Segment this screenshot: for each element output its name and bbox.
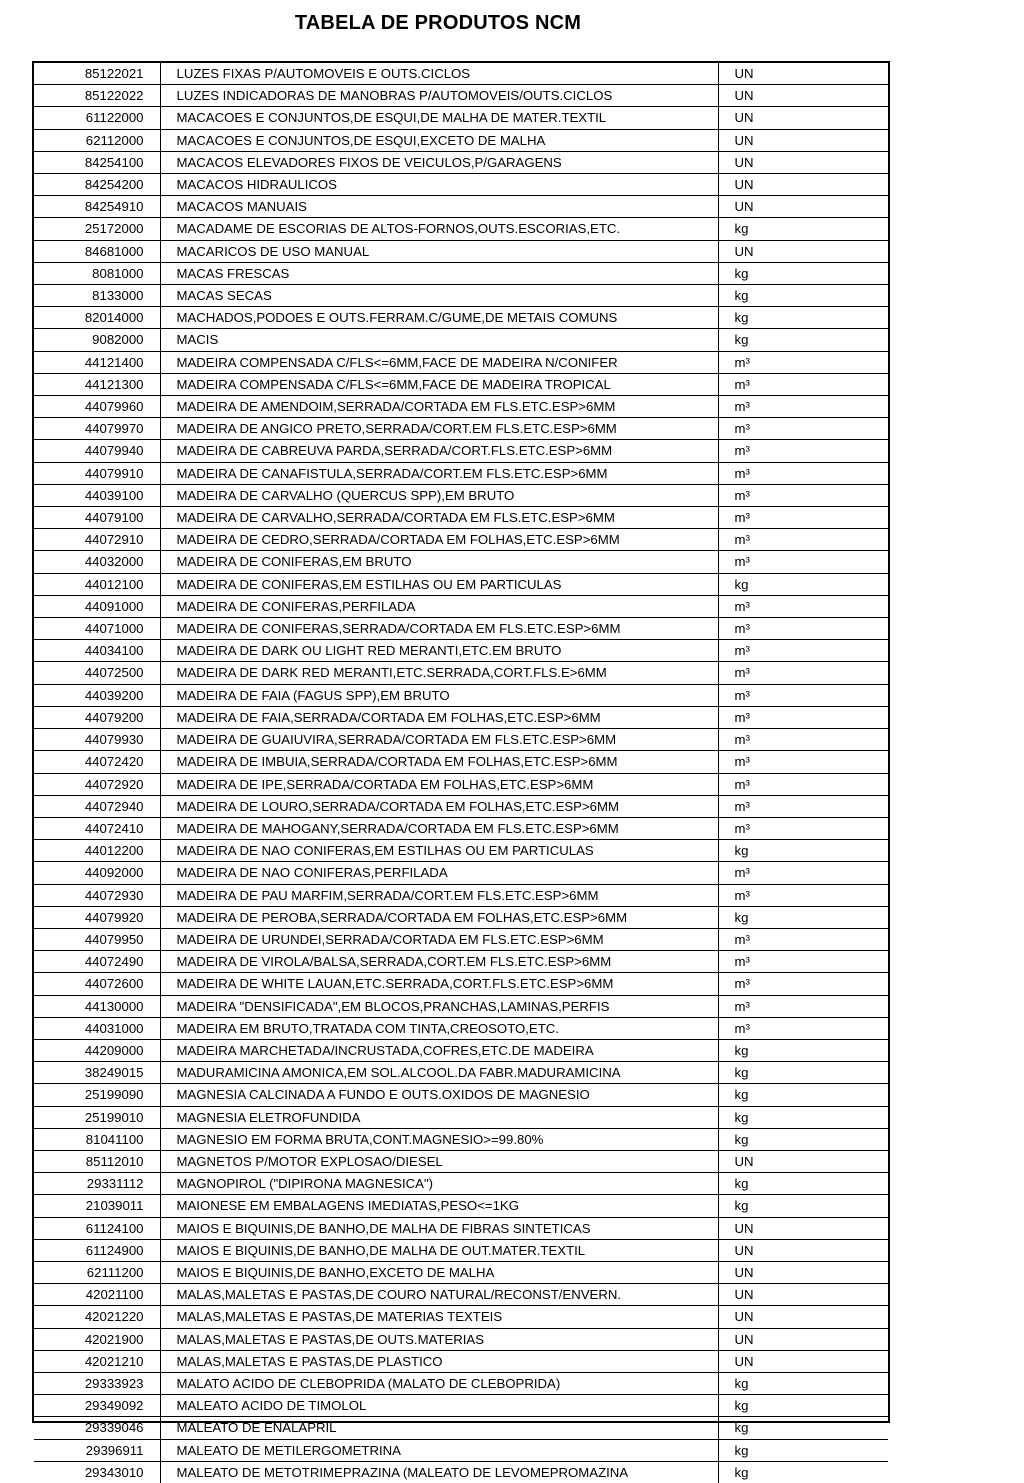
- ncm-code-cell: 25172000: [34, 218, 160, 240]
- ncm-code-cell: 29333923: [34, 1372, 160, 1394]
- unit-cell: kg: [718, 1195, 888, 1217]
- table-row: [34, 107, 888, 129]
- description-cell: MAIONESE EM EMBALAGENS IMEDIATAS,PESO<=1KG: [160, 1195, 718, 1217]
- description-cell: MADEIRA MARCHETADA/INCRUSTADA,COFRES,ETC.DE MADEIRA: [160, 1039, 718, 1061]
- unit-cell: UN: [718, 1350, 888, 1372]
- table-row: [34, 285, 888, 307]
- unit-cell: UN: [718, 63, 888, 85]
- table-row: [34, 729, 888, 751]
- table-row: [34, 1350, 888, 1372]
- unit-cell: UN: [718, 1150, 888, 1172]
- ncm-code-cell: 44079940: [34, 440, 160, 462]
- unit-cell: m³: [718, 507, 888, 529]
- description-cell: MADEIRA DE VIROLA/BALSA,SERRADA,CORT.EM FLS.ETC.ESP>6MM: [160, 951, 718, 973]
- description-cell: MACHADOS,PODOES E OUTS.FERRAM.C/GUME,DE METAIS COMUNS: [160, 307, 718, 329]
- description-cell: MALEATO DE ENALAPRIL: [160, 1417, 718, 1439]
- table-row: [34, 751, 888, 773]
- ncm-code-cell: 44072410: [34, 817, 160, 839]
- table-row: [34, 373, 888, 395]
- unit-cell: m³: [718, 751, 888, 773]
- unit-cell: UN: [718, 1217, 888, 1239]
- table-row: [34, 840, 888, 862]
- table-row: [34, 529, 888, 551]
- description-cell: MADEIRA DE WHITE LAUAN,ETC.SERRADA,CORT.FLS.ETC.ESP>6MM: [160, 973, 718, 995]
- table-row: [34, 507, 888, 529]
- ncm-code-cell: 85122021: [34, 63, 160, 85]
- unit-cell: kg: [718, 1084, 888, 1106]
- unit-cell: m³: [718, 640, 888, 662]
- description-cell: MADEIRA DE CARVALHO,SERRADA/CORTADA EM FLS.ETC.ESP>6MM: [160, 507, 718, 529]
- ncm-code-cell: 8133000: [34, 285, 160, 307]
- ncm-code-cell: 61124900: [34, 1239, 160, 1261]
- ncm-code-cell: 44072930: [34, 884, 160, 906]
- ncm-code-cell: 44092000: [34, 862, 160, 884]
- description-cell: MACADAME DE ESCORIAS DE ALTOS-FORNOS,OUTS.ESCORIAS,ETC.: [160, 218, 718, 240]
- ncm-code-cell: 25199090: [34, 1084, 160, 1106]
- description-cell: MADEIRA DE URUNDEI,SERRADA/CORTADA EM FLS.ETC.ESP>6MM: [160, 928, 718, 950]
- unit-cell: UN: [718, 107, 888, 129]
- table-row: [34, 262, 888, 284]
- ncm-code-cell: 44031000: [34, 1017, 160, 1039]
- ncm-code-cell: 44079100: [34, 507, 160, 529]
- ncm-code-cell: 44071000: [34, 618, 160, 640]
- table-row: [34, 640, 888, 662]
- table-row: [34, 85, 888, 107]
- unit-cell: m³: [718, 595, 888, 617]
- table-row: [34, 1261, 888, 1283]
- ncm-code-cell: 44072910: [34, 529, 160, 551]
- description-cell: MADEIRA DE CONIFERAS,EM ESTILHAS OU EM PARTICULAS: [160, 573, 718, 595]
- ncm-code-cell: 44072600: [34, 973, 160, 995]
- ncm-code-cell: 44039100: [34, 484, 160, 506]
- ncm-code-cell: 42021210: [34, 1350, 160, 1372]
- table-row: [34, 1284, 888, 1306]
- table-row: [34, 1461, 888, 1483]
- description-cell: MACACOS HIDRAULICOS: [160, 174, 718, 196]
- ncm-code-cell: 44072940: [34, 795, 160, 817]
- description-cell: MADEIRA DE NAO CONIFERAS,EM ESTILHAS OU EM PARTICULAS: [160, 840, 718, 862]
- description-cell: MADEIRA DE CARVALHO (QUERCUS SPP),EM BRUTO: [160, 484, 718, 506]
- ncm-code-cell: 81041100: [34, 1128, 160, 1150]
- unit-cell: m³: [718, 396, 888, 418]
- ncm-code-cell: 44130000: [34, 995, 160, 1017]
- description-cell: MADEIRA DE GUAIUVIRA,SERRADA/CORTADA EM FLS.ETC.ESP>6MM: [160, 729, 718, 751]
- description-cell: MADURAMICINA AMONICA,EM SOL.ALCOOL.DA FABR.MADURAMICINA: [160, 1062, 718, 1084]
- description-cell: MALEATO ACIDO DE TIMOLOL: [160, 1395, 718, 1417]
- unit-cell: kg: [718, 307, 888, 329]
- unit-cell: m³: [718, 662, 888, 684]
- ncm-code-cell: 29343010: [34, 1461, 160, 1483]
- table-row: [34, 884, 888, 906]
- ncm-code-cell: 44079910: [34, 462, 160, 484]
- unit-cell: m³: [718, 418, 888, 440]
- unit-cell: UN: [718, 1284, 888, 1306]
- table-row: [34, 1439, 888, 1461]
- table-row: [34, 63, 888, 85]
- description-cell: MALAS,MALETAS E PASTAS,DE COURO NATURAL/RECONST/ENVERN.: [160, 1284, 718, 1306]
- ncm-code-cell: 29349092: [34, 1395, 160, 1417]
- unit-cell: m³: [718, 551, 888, 573]
- description-cell: MADEIRA DE CABREUVA PARDA,SERRADA/CORT.FLS.ETC.ESP>6MM: [160, 440, 718, 462]
- description-cell: MACAS SECAS: [160, 285, 718, 307]
- ncm-code-cell: 85112010: [34, 1150, 160, 1172]
- description-cell: MAGNETOS P/MOTOR EXPLOSAO/DIESEL: [160, 1150, 718, 1172]
- description-cell: MADEIRA DE FAIA (FAGUS SPP),EM BRUTO: [160, 684, 718, 706]
- ncm-code-cell: 44072500: [34, 662, 160, 684]
- ncm-code-cell: 44079920: [34, 906, 160, 928]
- description-cell: MADEIRA DE ANGICO PRETO,SERRADA/CORT.EM FLS.ETC.ESP>6MM: [160, 418, 718, 440]
- description-cell: MALEATO DE METOTRIMEPRAZINA (MALEATO DE LEVOMEPROMAZINA: [160, 1461, 718, 1483]
- description-cell: MAIOS E BIQUINIS,DE BANHO,DE MALHA DE OUT.MATER.TEXTIL: [160, 1239, 718, 1261]
- ncm-code-cell: 61122000: [34, 107, 160, 129]
- table-row: [34, 1106, 888, 1128]
- description-cell: MADEIRA COMPENSADA C/FLS<=6MM,FACE DE MADEIRA N/CONIFER: [160, 351, 718, 373]
- description-cell: MADEIRA DE AMENDOIM,SERRADA/CORTADA EM FLS.ETC.ESP>6MM: [160, 396, 718, 418]
- description-cell: MADEIRA DE NAO CONIFERAS,PERFILADA: [160, 862, 718, 884]
- description-cell: MAIOS E BIQUINIS,DE BANHO,EXCETO DE MALHA: [160, 1261, 718, 1283]
- table-row: [34, 1173, 888, 1195]
- table-row: [34, 1395, 888, 1417]
- description-cell: MACACOS MANUAIS: [160, 196, 718, 218]
- table-row: [34, 862, 888, 884]
- unit-cell: m³: [718, 484, 888, 506]
- ncm-code-cell: 44121400: [34, 351, 160, 373]
- description-cell: MACACOES E CONJUNTOS,DE ESQUI,EXCETO DE MALHA: [160, 129, 718, 151]
- table-row: [34, 129, 888, 151]
- ncm-code-cell: 44072490: [34, 951, 160, 973]
- ncm-code-cell: 44079970: [34, 418, 160, 440]
- table-row: [34, 1017, 888, 1039]
- table-row: [34, 196, 888, 218]
- table-row: [34, 174, 888, 196]
- description-cell: MADEIRA DE CANAFISTULA,SERRADA/CORT.EM FLS.ETC.ESP>6MM: [160, 462, 718, 484]
- ncm-code-cell: 44079930: [34, 729, 160, 751]
- table-row: [34, 462, 888, 484]
- description-cell: MACARICOS DE USO MANUAL: [160, 240, 718, 262]
- unit-cell: UN: [718, 129, 888, 151]
- unit-cell: kg: [718, 1039, 888, 1061]
- unit-cell: m³: [718, 729, 888, 751]
- ncm-code-cell: 44034100: [34, 640, 160, 662]
- unit-cell: m³: [718, 951, 888, 973]
- unit-cell: kg: [734, 1464, 749, 1480]
- table-row: [34, 618, 888, 640]
- unit-cell: m³: [718, 884, 888, 906]
- unit-cell: kg: [718, 1128, 888, 1150]
- table-row: [34, 1195, 888, 1217]
- description-cell: MALATO ACIDO DE CLEBOPRIDA (MALATO DE CLEBOPRIDA): [160, 1372, 718, 1394]
- description-cell: MADEIRA DE CONIFERAS,EM BRUTO: [160, 551, 718, 573]
- ncm-code-cell: 44209000: [34, 1039, 160, 1061]
- description-cell: MADEIRA EM BRUTO,TRATADA COM TINTA,CREOSOTO,ETC.: [160, 1017, 718, 1039]
- unit-cell: m³: [718, 773, 888, 795]
- description-cell: MADEIRA DE CONIFERAS,SERRADA/CORTADA EM FLS.ETC.ESP>6MM: [160, 618, 718, 640]
- table-row: [34, 307, 888, 329]
- table-row: [34, 240, 888, 262]
- unit-cell: m³: [718, 618, 888, 640]
- unit-cell: kg: [718, 218, 888, 240]
- description-cell: MALEATO DE METILERGOMETRINA: [160, 1439, 718, 1461]
- ncm-code-cell: 29339046: [34, 1417, 160, 1439]
- table-row: [34, 440, 888, 462]
- table-row: [34, 573, 888, 595]
- description-cell: MAGNESIA ELETROFUNDIDA: [160, 1106, 718, 1128]
- unit-cell: UN: [718, 1328, 888, 1350]
- unit-cell: m³: [718, 1017, 888, 1039]
- unit-cell: UN: [718, 240, 888, 262]
- ncm-code-cell: 44079950: [34, 928, 160, 950]
- description-cell: MADEIRA DE CONIFERAS,PERFILADA: [160, 595, 718, 617]
- description-cell: MAGNOPIROL ("DIPIRONA MAGNESICA"): [160, 1173, 718, 1195]
- ncm-code-cell: 62112000: [34, 129, 160, 151]
- table-row: [34, 906, 888, 928]
- ncm-code-cell: 42021220: [34, 1306, 160, 1328]
- unit-cell: kg: [718, 840, 888, 862]
- ncm-code-cell: 44121300: [34, 373, 160, 395]
- description-cell: MADEIRA DE DARK OU LIGHT RED MERANTI,ETC.EM BRUTO: [160, 640, 718, 662]
- table-row: [34, 329, 888, 351]
- table-row: [34, 928, 888, 950]
- table-row: [34, 1062, 888, 1084]
- unit-cell: m³: [718, 351, 888, 373]
- description-cell: MACACOS ELEVADORES FIXOS DE VEICULOS,P/GARAGENS: [160, 151, 718, 173]
- table-row: [34, 1039, 888, 1061]
- unit-cell: m³: [718, 795, 888, 817]
- description-cell: MADEIRA DE CEDRO,SERRADA/CORTADA EM FOLHAS,ETC.ESP>6MM: [160, 529, 718, 551]
- page-title: TABELA DE PRODUTOS NCM: [294, 12, 582, 34]
- unit-cell: kg: [718, 1106, 888, 1128]
- description-cell: MAIOS E BIQUINIS,DE BANHO,DE MALHA DE FIBRAS SINTETICAS: [160, 1217, 718, 1239]
- table-row: [34, 706, 888, 728]
- table-row: [34, 795, 888, 817]
- unit-cell: UN: [718, 1306, 888, 1328]
- ncm-code-cell: 29396911: [34, 1439, 160, 1461]
- table-row: [34, 396, 888, 418]
- unit-cell: UN: [718, 196, 888, 218]
- description-cell: MALAS,MALETAS E PASTAS,DE PLASTICO: [160, 1350, 718, 1372]
- description-cell: MACACOES E CONJUNTOS,DE ESQUI,DE MALHA DE MATER.TEXTIL: [160, 107, 718, 129]
- description-cell: MADEIRA DE MAHOGANY,SERRADA/CORTADA EM FLS.ETC.ESP>6MM: [160, 817, 718, 839]
- unit-cell: kg: [718, 262, 888, 284]
- unit-cell: m³: [718, 706, 888, 728]
- table-row: [34, 551, 888, 573]
- description-cell: MADEIRA "DENSIFICADA",EM BLOCOS,PRANCHAS,LAMINAS,PERFIS: [160, 995, 718, 1017]
- table-row: [34, 1417, 888, 1439]
- description-cell: MACAS FRESCAS: [160, 262, 718, 284]
- ncm-code-cell: 44012100: [34, 573, 160, 595]
- description-cell: LUZES INDICADORAS DE MANOBRAS P/AUTOMOVEIS/OUTS.CICLOS: [160, 85, 718, 107]
- ncm-code-cell: 44039200: [34, 684, 160, 706]
- description-cell: MADEIRA DE IMBUIA,SERRADA/CORTADA EM FOLHAS,ETC.ESP>6MM: [160, 751, 718, 773]
- description-cell: MADEIRA COMPENSADA C/FLS<=6MM,FACE DE MADEIRA TROPICAL: [160, 373, 718, 395]
- unit-cell: UN: [718, 174, 888, 196]
- unit-cell: m³: [718, 862, 888, 884]
- table-row: [34, 1372, 888, 1394]
- ncm-code-cell: 84254200: [34, 174, 160, 196]
- unit-cell: m³: [718, 462, 888, 484]
- unit-cell: m³: [718, 973, 888, 995]
- unit-cell: m³: [718, 373, 888, 395]
- table-row: [34, 973, 888, 995]
- ncm-code-cell: 44079200: [34, 706, 160, 728]
- table-row: [34, 1150, 888, 1172]
- table-row: [34, 1217, 888, 1239]
- description-cell: MACIS: [160, 329, 718, 351]
- unit-cell: kg: [718, 1439, 888, 1461]
- table-row: [34, 995, 888, 1017]
- ncm-code-cell: 44091000: [34, 595, 160, 617]
- description-cell: MADEIRA DE DARK RED MERANTI,ETC.SERRADA,CORT.FLS.E>6MM: [160, 662, 718, 684]
- description-cell: MALAS,MALETAS E PASTAS,DE MATERIAS TEXTEIS: [160, 1306, 718, 1328]
- ncm-table-body: [34, 63, 888, 1483]
- table-row: [34, 1239, 888, 1261]
- description-cell: MADEIRA DE IPE,SERRADA/CORTADA EM FOLHAS,ETC.ESP>6MM: [160, 773, 718, 795]
- table-row: [34, 1084, 888, 1106]
- unit-cell: kg: [718, 1395, 888, 1417]
- table-row: [34, 1306, 888, 1328]
- table-row: [34, 484, 888, 506]
- table-row: [34, 951, 888, 973]
- description-cell: MADEIRA DE FAIA,SERRADA/CORTADA EM FOLHAS,ETC.ESP>6MM: [160, 706, 718, 728]
- unit-cell: UN: [718, 1239, 888, 1261]
- description-cell: MADEIRA DE PEROBA,SERRADA/CORTADA EM FOLHAS,ETC.ESP>6MM: [160, 906, 718, 928]
- unit-cell: kg: [718, 1173, 888, 1195]
- unit-cell: kg: [718, 1372, 888, 1394]
- unit-cell: UN: [718, 85, 888, 107]
- ncm-code-cell: 44012200: [34, 840, 160, 862]
- ncm-code-cell: 44072420: [34, 751, 160, 773]
- table-row: [34, 817, 888, 839]
- table-row: [34, 1128, 888, 1150]
- ncm-code-cell: 38249015: [34, 1062, 160, 1084]
- table-row: [34, 151, 888, 173]
- ncm-code-cell: 61124100: [34, 1217, 160, 1239]
- ncm-code-cell: 62111200: [34, 1261, 160, 1283]
- table-row: [34, 351, 888, 373]
- ncm-code-cell: 85122022: [34, 85, 160, 107]
- unit-cell: m³: [718, 440, 888, 462]
- table-row: [34, 684, 888, 706]
- unit-cell: UN: [718, 151, 888, 173]
- unit-cell: m³: [718, 684, 888, 706]
- ncm-code-cell: 21039011: [34, 1195, 160, 1217]
- ncm-code-cell: 44032000: [34, 551, 160, 573]
- description-cell: MAGNESIA CALCINADA A FUNDO E OUTS.OXIDOS DE MAGNESIO: [160, 1084, 718, 1106]
- ncm-code-cell: 44079960: [34, 396, 160, 418]
- ncm-code-cell: 9082000: [34, 329, 160, 351]
- ncm-code-cell: 84254910: [34, 196, 160, 218]
- unit-cell: UN: [718, 1261, 888, 1283]
- unit-cell: kg: [718, 906, 888, 928]
- table-row: [34, 595, 888, 617]
- ncm-code-cell: 42021100: [34, 1284, 160, 1306]
- table-row: [34, 418, 888, 440]
- unit-cell: kg: [718, 329, 888, 351]
- ncm-code-cell: 42021900: [34, 1328, 160, 1350]
- description-cell: MAGNESIO EM FORMA BRUTA,CONT.MAGNESIO>=99.80%: [160, 1128, 718, 1150]
- unit-cell: kg: [718, 1062, 888, 1084]
- unit-cell: m³: [718, 817, 888, 839]
- unit-cell: m³: [718, 928, 888, 950]
- table-row: [34, 218, 888, 240]
- unit-cell: m³: [718, 529, 888, 551]
- description-cell: LUZES FIXAS P/AUTOMOVEIS E OUTS.CICLOS: [160, 63, 718, 85]
- ncm-code-cell: 8081000: [34, 262, 160, 284]
- ncm-code-cell: 25199010: [34, 1106, 160, 1128]
- unit-cell: kg: [718, 1417, 888, 1439]
- unit-cell: kg: [718, 285, 888, 307]
- description-cell: MADEIRA DE PAU MARFIM,SERRADA/CORT.EM FLS.ETC.ESP>6MM: [160, 884, 718, 906]
- table-row: [34, 662, 888, 684]
- table-row: [34, 773, 888, 795]
- ncm-code-cell: 44072920: [34, 773, 160, 795]
- ncm-table: [32, 61, 890, 1480]
- unit-cell: kg: [718, 573, 888, 595]
- description-cell: MALAS,MALETAS E PASTAS,DE OUTS.MATERIAS: [160, 1328, 718, 1350]
- ncm-code-cell: 29331112: [34, 1173, 160, 1195]
- description-cell: MADEIRA DE LOURO,SERRADA/CORTADA EM FOLHAS,ETC.ESP>6MM: [160, 795, 718, 817]
- ncm-code-cell: 84254100: [34, 151, 160, 173]
- ncm-code-cell: 82014000: [34, 307, 160, 329]
- table-row: [34, 1328, 888, 1350]
- ncm-code-cell: 84681000: [34, 240, 160, 262]
- unit-cell: m³: [718, 995, 888, 1017]
